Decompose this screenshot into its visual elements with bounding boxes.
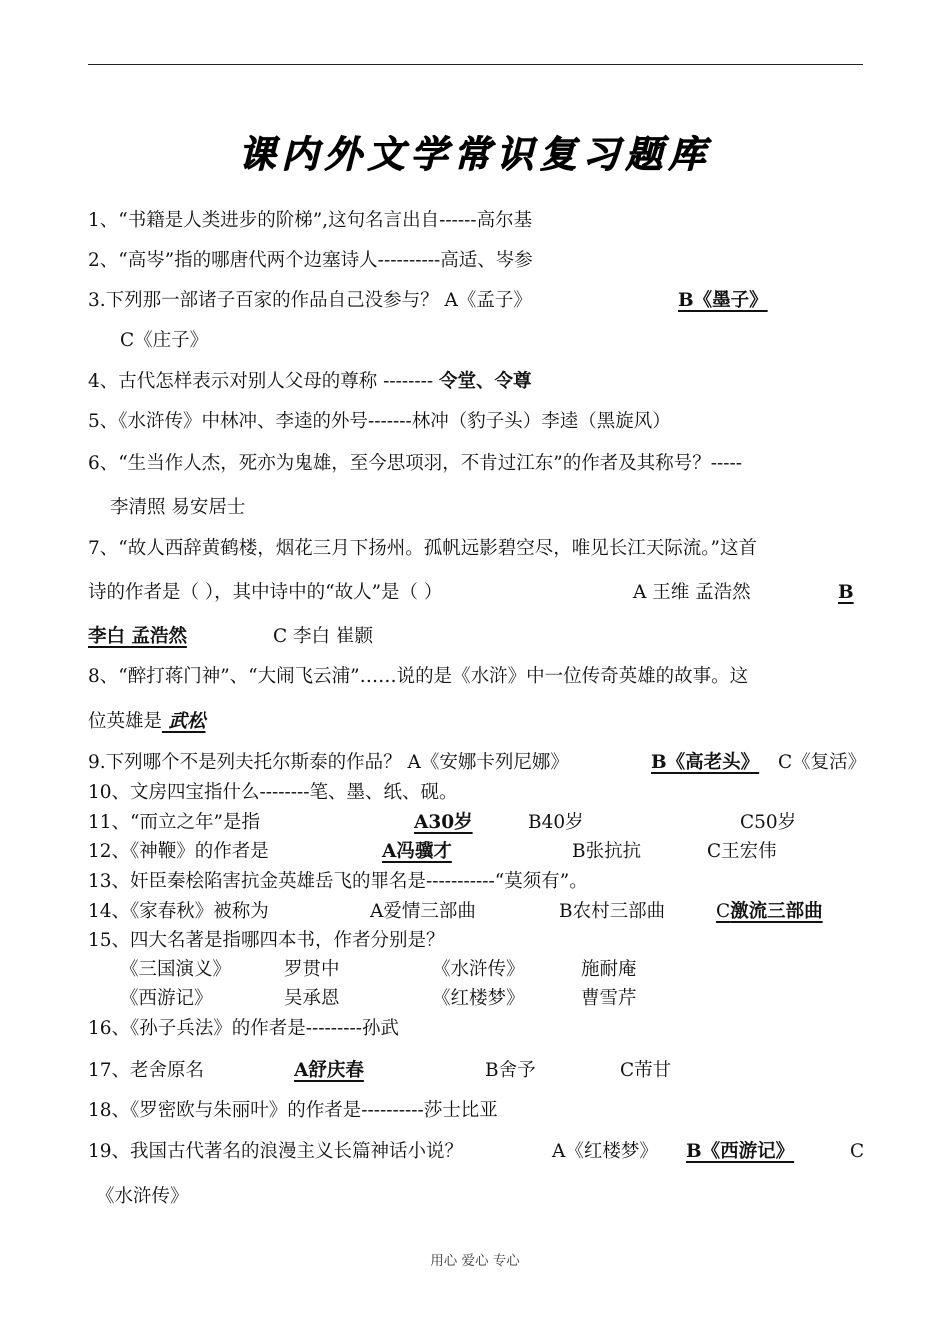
question-7-blanks: 诗的作者是（ ），其中诗中的“故人”是（ ） [88, 582, 443, 603]
question-16: 16、《孙子兵法》的作者是---------孙武 [88, 1018, 400, 1039]
question-8-text: 位英雄是 [88, 711, 163, 732]
question-3-option-c: C《庄子》 [120, 330, 209, 351]
question-13: 13、奸臣秦桧陷害抗金英雄岳飞的罪名是-----------“莫须有”。 [88, 871, 588, 892]
question-3 [88, 290, 768, 311]
question-15: 15、四大名著是指哪四本书，作者分别是？ [88, 930, 445, 951]
question-11-text: 11、“而立之年”是指 [88, 812, 260, 833]
book-author: 罗贯中 [284, 959, 340, 980]
question-14-answer-text: 激流三部曲 [730, 901, 823, 922]
question-7-answer: 李白 孟浩然 [88, 626, 187, 647]
book-author: 施耐庵 [581, 959, 637, 980]
question-17 [88, 1060, 672, 1081]
question-19-option-c: 《水浒传》 [96, 1186, 189, 1207]
question-7-option-c: C 李白 崔颢 [273, 626, 373, 647]
question-6: 6、“生当作人杰，死亦为鬼雄，至今思项羽，不肯过江东”的作者及其称号？----- [88, 453, 742, 474]
question-18: 18、《罗密欧与朱丽叶》的作者是----------莎士比亚 [88, 1100, 498, 1121]
question-7-option-a: A 王维 孟浩然 [633, 582, 751, 603]
question-6-answer: 李清照 易安居士 [110, 497, 246, 518]
question-11-answer: A30岁 [414, 812, 473, 833]
question-11 [88, 812, 797, 833]
question-19-option-a: A《红楼梦》 [552, 1141, 658, 1162]
question-19-text: 19、我国古代著名的浪漫主义长篇神话小说？ [88, 1141, 464, 1162]
question-19-answer: B《西游记》 [686, 1141, 795, 1162]
book-title: 《红楼梦》 [432, 988, 525, 1009]
header-rule [88, 64, 863, 65]
question-12-option-b: B张抗抗 [572, 841, 642, 862]
book-title: 《西游记》 [120, 988, 213, 1009]
book-title: 《三国演义》 [120, 959, 232, 980]
page-footer: 用心 爱心 专心 [430, 1253, 520, 1269]
question-15-row-2 [120, 988, 637, 1009]
question-8-line-2 [88, 713, 205, 732]
question-7-line-2 [88, 582, 854, 603]
question-3-answer: B《墨子》 [678, 290, 768, 311]
question-5: 5、《水浒传》中林冲、李逵的外号-------林冲（豹子头）李逵（黑旋风） [88, 411, 671, 432]
question-7-line-3 [88, 626, 373, 647]
question-14-text: 14、《家春秋》被称为 [88, 901, 269, 922]
book-author: 曹雪芹 [581, 988, 637, 1009]
question-9 [88, 752, 867, 773]
question-10: 10、文房四宝指什么--------笔、墨、纸、砚。 [88, 782, 458, 803]
book-author: 吴承恩 [284, 988, 340, 1009]
question-12-text: 12、《神鞭》的作者是 [88, 841, 269, 862]
question-7: 7、“故人西辞黄鹤楼，烟花三月下扬州。孤帆远影碧空尽，唯见长江天际流。”这首 [88, 538, 757, 559]
question-4-text: 4、古代怎样表示对别人父母的尊称 -------- [88, 371, 440, 392]
question-14-option-a: A爱情三部曲 [370, 901, 476, 922]
question-4 [88, 373, 532, 392]
question-15-row-1 [120, 959, 637, 980]
question-17-option-c: C芾甘 [620, 1060, 672, 1081]
question-12-option-c: C王宏伟 [707, 841, 777, 862]
question-4-answer: 令堂、令尊 [439, 371, 532, 392]
question-14 [88, 901, 823, 922]
question-2: 2、“高岑”指的哪唐代两个边塞诗人----------高适、岑参 [88, 250, 533, 271]
question-14-answer-letter: C [716, 901, 731, 922]
question-7-option-b-letter: B [838, 582, 854, 603]
question-12 [88, 841, 777, 862]
question-19 [88, 1141, 865, 1162]
question-19-option-c-letter: C [850, 1141, 865, 1162]
question-9-text: 9.下列哪个不是列夫托尔斯泰的作品？ A《安娜卡列尼娜》 [88, 752, 569, 773]
book-title: 《水浒传》 [432, 959, 525, 980]
question-17-text: 17、老舍原名 [88, 1060, 205, 1081]
page-title: 课内外文学常识复习题库 [238, 132, 712, 176]
question-14-answer [716, 903, 823, 922]
question-11-option-b: B40岁 [528, 812, 584, 833]
question-11-option-c: C50岁 [740, 812, 797, 833]
question-1: 1、“书籍是人类进步的阶梯”,这句名言出自------高尔基 [88, 210, 533, 231]
question-17-option-b: B舍予 [485, 1060, 536, 1081]
question-9-option-c: C《复活》 [778, 752, 867, 773]
question-8: 8、“醉打蒋门神”、“大闹飞云浦”……说的是《水浒》中一位传奇英雄的故事。这 [88, 666, 749, 687]
question-17-answer: A舒庆春 [294, 1060, 364, 1081]
question-3-text: 3.下列那一部诸子百家的作品自己没参与？ A《孟子》 [88, 290, 532, 311]
question-14-option-b: B农村三部曲 [559, 901, 666, 922]
question-12-answer: A冯骥才 [382, 841, 452, 862]
question-8-answer: 武松 [162, 711, 206, 732]
question-9-answer: B《高老头》 [651, 752, 760, 773]
